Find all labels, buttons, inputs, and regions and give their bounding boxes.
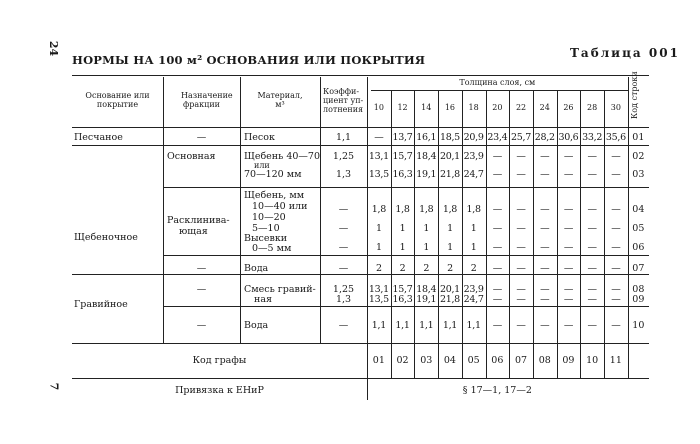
row-purpose: Расклинива- [167,215,230,226]
row-value: 20,1 [439,151,460,162]
row-value: 1,1 [395,320,410,331]
row-value: 1 [447,223,453,234]
row-value: — [516,242,526,253]
header-thickness-value: 24 [539,103,550,112]
row-code: 04 [632,204,645,215]
row-value: 16,3 [392,169,413,180]
col-code-label: Код графы [192,355,247,366]
row-value: — [563,294,574,305]
row-value: — [540,320,550,331]
row-purpose: — [196,284,207,295]
row-coef: 1,1 [335,132,352,143]
row-value: 28,2 [534,132,555,143]
row-value: 1 [470,242,477,253]
row-value: 1 [399,242,406,253]
row-value: — [587,223,597,234]
row-purpose: — [196,263,207,274]
row-value: — [587,151,597,162]
page-title: НОРМЫ НА 100 м² ОСНОВАНИЯ ИЛИ ПОКРЫТИЯ [72,53,426,67]
column-line [604,90,605,127]
row-value: 1,8 [442,204,458,215]
row-value: 25,7 [511,132,531,143]
row-value: — [492,263,502,274]
row-value: — [611,151,621,162]
row-material: ная [254,294,272,305]
row-code: 07 [632,263,645,274]
row-value: 23,4 [487,132,508,143]
row-value: — [611,169,621,180]
row-base: Песчаное [74,132,123,143]
row-value: — [492,223,502,234]
row-coef: 1,25 [332,284,355,295]
header-thickness-value: 22 [515,103,527,112]
header-material: Материал, м³ [257,91,303,109]
column-line [240,127,241,343]
table-number: Таблица 001 [570,46,680,60]
col-code: 01 [372,355,385,366]
col-code: 03 [420,355,433,366]
enir-label: Привязка к ЕНиР [175,385,264,396]
row-value: — [540,151,550,162]
row-value: 13,7 [392,132,413,143]
column-line [414,90,415,127]
col-code: 04 [443,355,456,366]
row-value: — [492,284,502,295]
row-value: — [516,284,526,295]
column-line [533,90,534,127]
row-value: — [587,169,597,180]
row-value: — [516,151,526,162]
row-value: 2 [447,263,453,274]
row-code: 10 [632,320,645,331]
row-value: 1 [399,223,406,234]
row-coef: — [338,242,349,253]
row-value: 2 [423,263,430,274]
row-material: Песок [244,132,275,143]
column-line [628,343,629,378]
row-value: 15,7 [392,284,413,295]
row-value: 23,9 [463,284,484,295]
header-coef: Коэффи- циент уп- лотнения [323,87,364,114]
row-value: — [492,169,502,180]
row-value: 21,8 [439,294,460,305]
column-line [580,90,581,127]
row-code: 05 [632,223,645,234]
row-material: Вода [244,263,269,274]
column-line [320,77,321,127]
row-purpose: Основная [167,151,216,162]
row-value: 1 [423,223,430,234]
row-base: Гравийное [74,299,128,310]
column-line [391,90,392,127]
rule-line [72,378,649,379]
row-value: 1,8 [395,204,410,215]
rule-line [163,306,649,307]
row-code: 03 [632,169,645,180]
row-value: — [540,223,550,234]
row-code: 09 [632,294,645,305]
header-thickness-value: 12 [397,103,408,112]
row-material: 0—5 мм [252,243,292,254]
rule-line [72,274,649,275]
row-value: — [587,263,597,274]
row-value: — [587,284,597,295]
row-value: — [587,320,597,331]
row-value: 2 [470,263,477,274]
row-material: Щебень 40—70 [244,151,321,162]
rule-line [72,145,649,146]
row-value: — [540,263,550,274]
column-line [557,90,558,127]
row-value: 1,1 [442,320,458,331]
column-line [509,90,510,127]
row-value: 16,3 [392,294,413,305]
row-value: 1 [375,242,382,253]
column-line [486,90,487,127]
row-value: 19,1 [416,169,437,180]
row-value: — [587,204,597,215]
row-value: — [492,294,502,305]
row-value: 1 [470,223,477,234]
header-base: Основание или покрытие [85,91,150,109]
row-value: 24,7 [463,169,484,180]
row-value: 1,8 [466,204,481,215]
rule-line [163,187,649,188]
col-code: 06 [491,355,504,366]
rule-line [163,255,649,256]
col-code: 11 [609,355,622,366]
row-value: — [540,284,550,295]
row-coef: — [338,223,349,234]
row-value: — [540,294,550,305]
row-value: 1,1 [466,320,481,331]
header-thickness-value: 26 [563,103,574,112]
row-value: 33,2 [582,132,603,143]
row-value: 13,5 [368,294,389,305]
row-value: 13,5 [368,169,389,180]
col-code: 07 [514,355,528,366]
row-material: 10—40 или [252,201,308,212]
row-coef: 1,25 [332,151,355,162]
row-value: — [611,284,621,295]
row-value: — [611,223,621,234]
row-value: — [516,223,526,234]
row-coef: 1,3 [335,169,352,180]
row-value: — [563,263,574,274]
row-code: 01 [632,132,645,143]
row-purpose: — [196,320,207,331]
row-material: Высевки [244,233,288,244]
column-line [367,77,368,127]
row-value: 1,1 [419,320,434,331]
row-purpose: ющая [179,226,208,237]
row-value: 1 [375,223,382,234]
header-thickness-value: 30 [610,103,621,112]
col-code: 09 [562,355,575,366]
row-coef: 1,3 [335,294,352,305]
row-value: 18,4 [416,284,437,295]
row-value: — [563,151,574,162]
row-value: 13,1 [368,151,389,162]
row-purpose: — [196,132,207,143]
row-value: 20,1 [439,284,460,295]
row-value: — [540,204,550,215]
enir-value: § 17—1, 17—2 [462,385,532,396]
row-material: 70—120 мм [244,169,302,180]
row-material: или [254,161,270,170]
row-value: 24,7 [463,294,484,305]
row-value: — [516,320,526,331]
row-value: 16,1 [416,132,437,143]
row-material: Вода [244,320,269,331]
row-value: — [611,242,621,253]
row-value: — [563,169,574,180]
row-coef: — [338,204,349,215]
row-material: 5—10 [252,223,280,234]
rule-line [72,127,649,128]
row-value: — [563,204,574,215]
rule-line [371,90,628,91]
row-value: 18,4 [416,151,437,162]
rule-line [72,343,649,344]
col-code: 10 [586,355,599,366]
col-code: 08 [538,355,551,366]
row-value: 13,1 [368,284,389,295]
row-value: 15,7 [392,151,413,162]
header-thickness-value: 28 [587,103,598,112]
header-thickness-value: 20 [492,103,503,112]
row-value: — [516,204,526,215]
column-line [240,77,241,127]
column-line [462,90,463,127]
row-code: 08 [632,284,645,295]
row-value: — [516,294,526,305]
row-value: 1,8 [419,204,434,215]
header-thickness: Толщина слоя, см [459,78,536,87]
header-purpose: Назначение фракции [181,91,233,109]
column-line [163,127,164,343]
row-value: — [516,263,526,274]
row-value: — [611,320,621,331]
row-value: 35,6 [605,132,626,143]
row-value: 1 [423,242,430,253]
row-value: 30,6 [558,132,579,143]
column-line [628,77,629,127]
row-value: 21,8 [439,169,460,180]
row-value: — [563,223,574,234]
header-thickness-value: 14 [421,103,432,112]
header-thickness-value: 18 [468,103,479,112]
row-value: 18,5 [439,132,460,143]
row-material: 10—20 [252,212,286,223]
row-value: — [611,204,621,215]
row-value: 1,8 [371,204,386,215]
rule-line [72,75,649,76]
header-thickness-value: 16 [444,103,456,112]
row-value: 23,9 [463,151,484,162]
row-value: — [516,169,526,180]
row-value: — [540,242,550,253]
row-value: 1 [447,242,453,253]
row-value: — [611,294,621,305]
row-value: — [492,320,502,331]
row-value: — [563,320,574,331]
row-value: — [587,242,597,253]
row-value: — [611,263,621,274]
col-code: 02 [396,355,409,366]
column-line [163,77,164,127]
row-value: — [374,132,384,143]
col-code: 05 [467,355,480,366]
row-value: 1,1 [371,320,386,331]
row-value: — [540,169,550,180]
row-code: 06 [632,242,645,253]
row-base: Щебеночное [74,232,138,243]
row-value: — [587,294,597,305]
row-coef: — [338,263,349,274]
row-value: — [492,242,502,253]
row-value: — [492,151,502,162]
row-value: 2 [399,263,406,274]
row-code: 02 [632,151,645,162]
page-number-bottom: 7 [47,382,61,391]
row-value: 2 [375,263,382,274]
row-material: Смесь гравий- [244,284,316,295]
row-value: — [492,204,502,215]
row-value: — [563,284,574,295]
header-thickness-value: 10 [373,103,384,112]
row-value: 19,1 [416,294,437,305]
header-row-code: Код строки [629,71,639,119]
row-material: Щебень, мм [244,190,305,201]
column-line [438,90,439,127]
row-value: — [563,242,574,253]
row-value: 20,9 [463,132,484,143]
page-number-top: 24 [47,40,61,57]
row-coef: — [338,320,349,331]
